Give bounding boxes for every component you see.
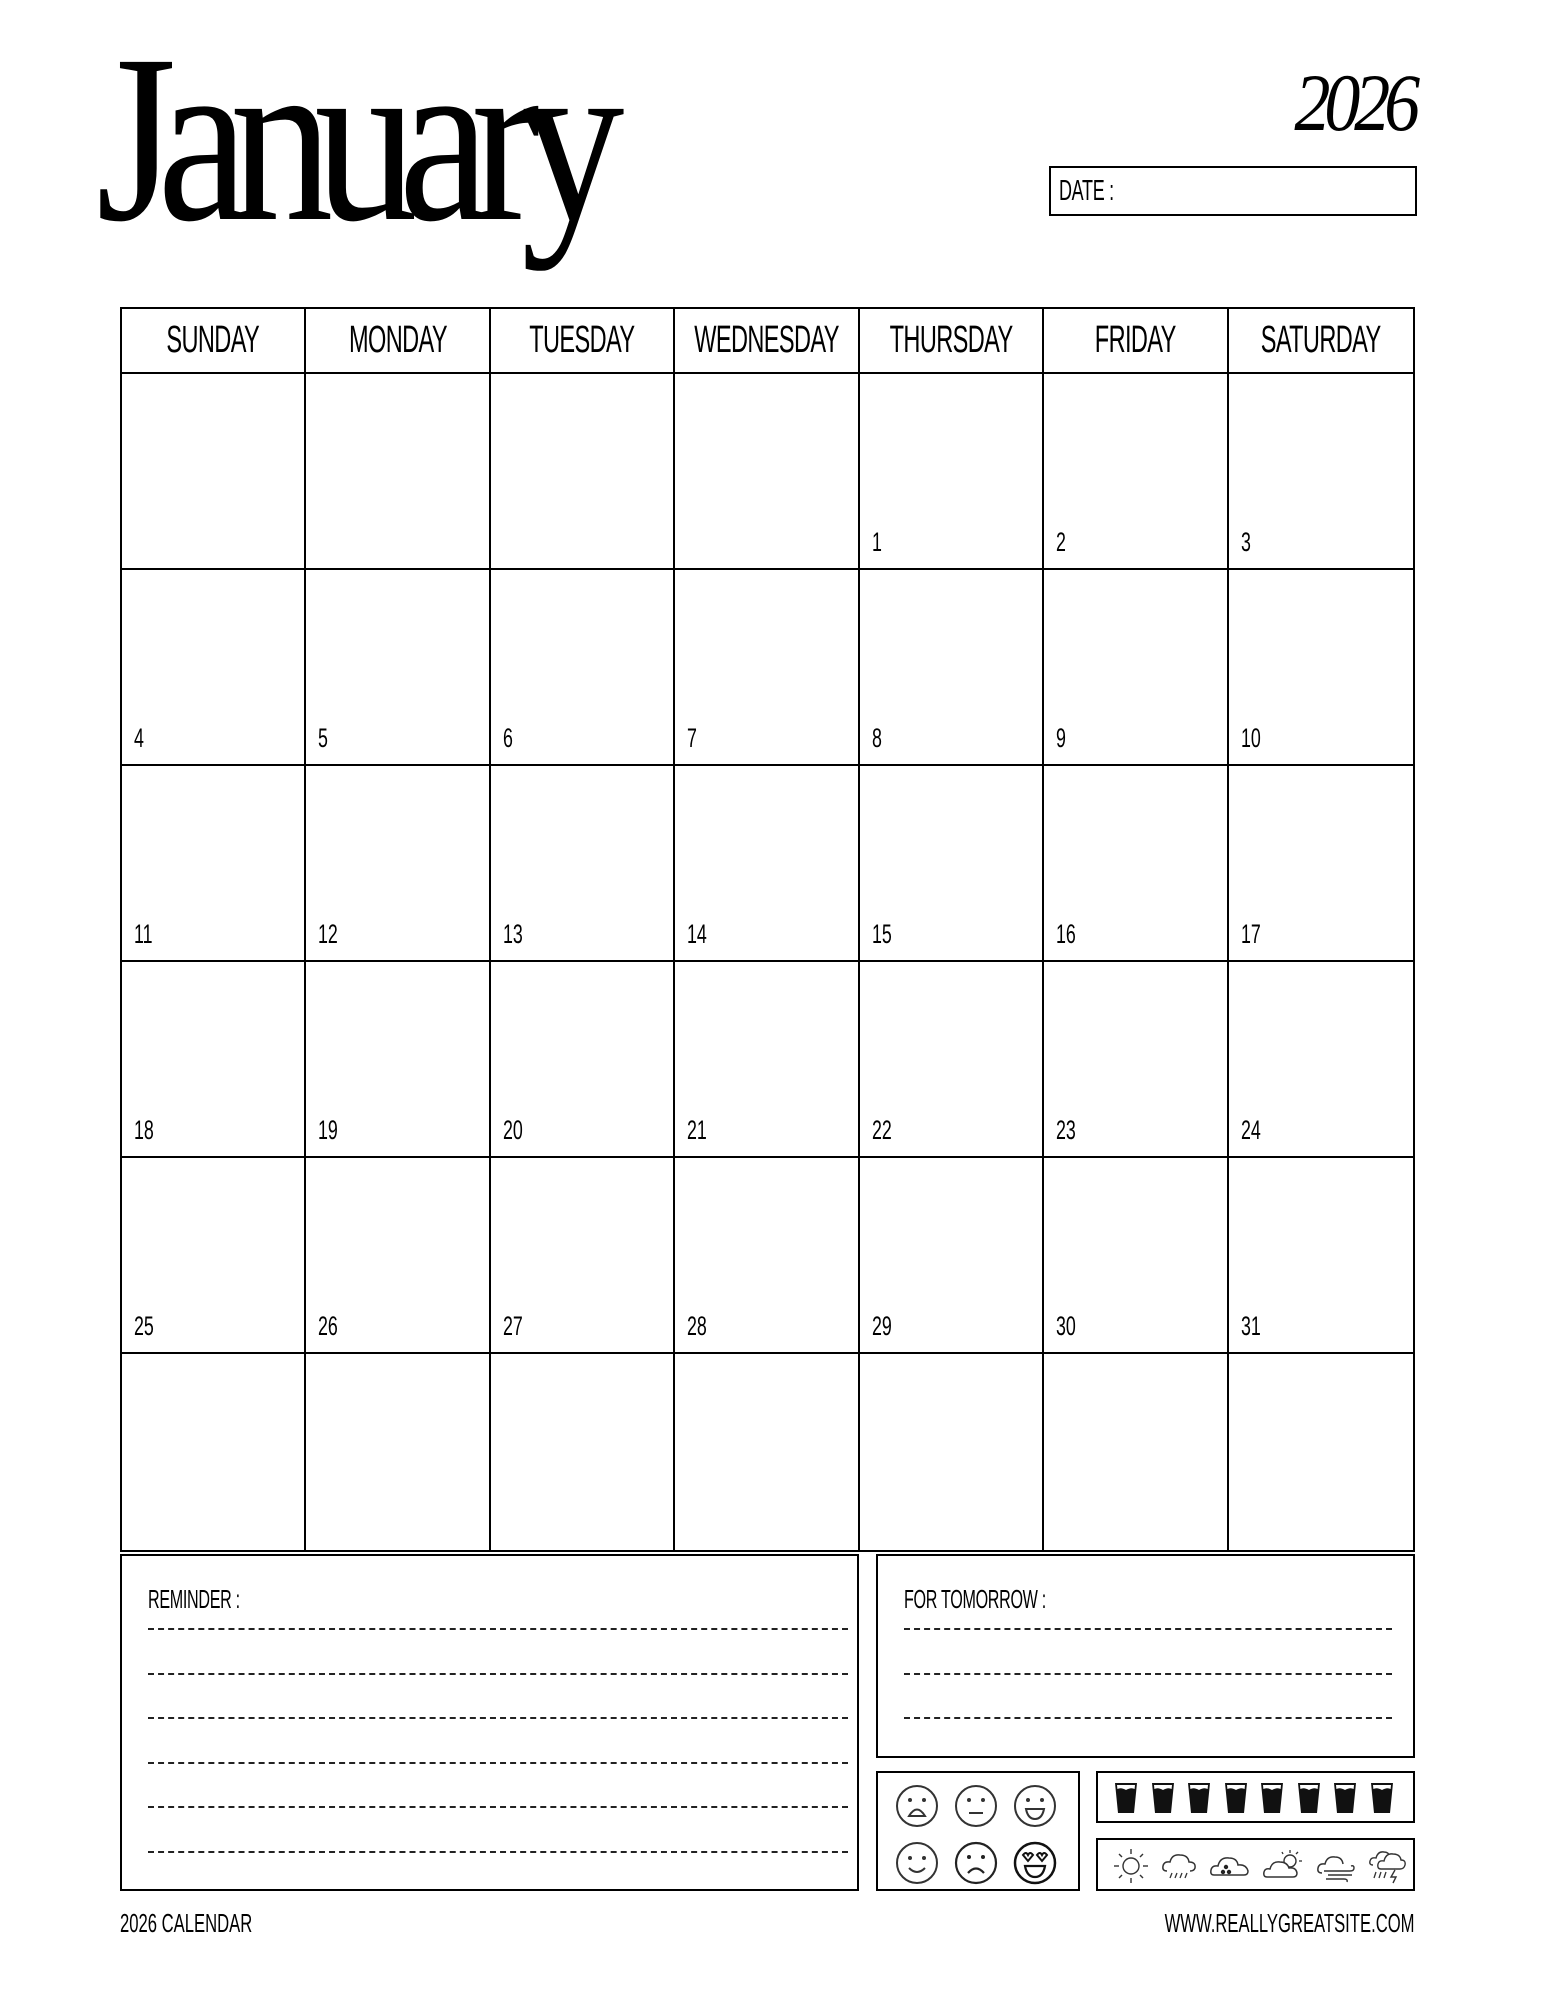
day-cell[interactable] xyxy=(491,374,675,570)
weekday-header-sunday: SUNDAY xyxy=(122,309,306,372)
day-cell[interactable] xyxy=(1044,570,1228,766)
for-tomorrow-label: FOR TOMORROW : xyxy=(904,1584,1046,1614)
weekday-header-monday: MONDAY xyxy=(306,309,490,372)
weekday-header-friday: FRIDAY xyxy=(1044,309,1228,372)
day-number: 23 xyxy=(1056,1115,1076,1145)
day-number: 17 xyxy=(1240,919,1261,949)
day-number: 22 xyxy=(871,1115,892,1145)
weekday-header-thursday: THURSDAY xyxy=(860,309,1044,372)
sunny-icon[interactable] xyxy=(1112,1847,1150,1890)
day-cell[interactable] xyxy=(675,374,859,570)
thunderstorm-icon[interactable] xyxy=(1367,1847,1407,1890)
day-number: 5 xyxy=(318,723,329,753)
day-cell[interactable] xyxy=(122,962,306,1158)
year-title: 2026 xyxy=(1294,57,1414,148)
day-cell[interactable] xyxy=(1229,766,1413,962)
day-number: 26 xyxy=(318,1311,339,1341)
day-cell[interactable] xyxy=(306,1158,490,1354)
water-glass-icon[interactable] xyxy=(1260,1781,1284,1820)
windy-icon[interactable] xyxy=(1314,1847,1358,1890)
reminder-writing-line[interactable] xyxy=(148,1628,848,1630)
day-cell[interactable] xyxy=(675,1354,859,1550)
day-number: 12 xyxy=(318,919,339,949)
day-number: 31 xyxy=(1240,1311,1261,1341)
day-cell[interactable] xyxy=(491,766,675,962)
date-label: DATE : xyxy=(1059,174,1114,207)
reminder-writing-line[interactable] xyxy=(148,1717,848,1719)
day-cell[interactable] xyxy=(122,570,306,766)
day-number: 10 xyxy=(1240,723,1261,753)
day-number: 13 xyxy=(502,919,523,949)
day-cell[interactable] xyxy=(306,766,490,962)
day-number: 20 xyxy=(502,1115,523,1145)
month-title: January xyxy=(96,5,606,271)
smiling-face-icon[interactable] xyxy=(894,1840,940,1891)
day-number: 6 xyxy=(502,723,513,753)
water-glass-icon[interactable] xyxy=(1224,1781,1248,1820)
day-cell[interactable] xyxy=(491,962,675,1158)
for-tomorrow-writing-line[interactable] xyxy=(904,1717,1392,1719)
water-glass-icon[interactable] xyxy=(1187,1781,1211,1820)
for-tomorrow-writing-line[interactable] xyxy=(904,1628,1392,1630)
mood-tracker xyxy=(876,1771,1080,1891)
reminder-writing-line[interactable] xyxy=(148,1806,848,1808)
day-cell[interactable] xyxy=(306,374,490,570)
day-cell[interactable] xyxy=(1229,374,1413,570)
day-number: 29 xyxy=(871,1311,892,1341)
day-number: 18 xyxy=(134,1115,154,1145)
hail-icon[interactable] xyxy=(1208,1847,1252,1890)
reminder-writing-line[interactable] xyxy=(148,1762,848,1764)
day-number: 27 xyxy=(502,1311,523,1341)
reminder-label: REMINDER : xyxy=(148,1584,240,1614)
for-tomorrow-panel[interactable] xyxy=(876,1554,1415,1758)
day-number: 1 xyxy=(871,527,882,557)
weekday-header-row xyxy=(122,309,1413,374)
day-number: 16 xyxy=(1056,919,1076,949)
day-cell[interactable] xyxy=(122,374,306,570)
for-tomorrow-writing-line[interactable] xyxy=(904,1673,1392,1675)
partly-cloudy-icon[interactable] xyxy=(1261,1847,1305,1890)
day-cell[interactable] xyxy=(1044,766,1228,962)
day-number: 14 xyxy=(687,919,708,949)
day-cell[interactable] xyxy=(1044,374,1228,570)
day-cell[interactable] xyxy=(860,1158,1044,1354)
day-number: 30 xyxy=(1056,1311,1076,1341)
sad-face-icon[interactable] xyxy=(953,1840,999,1891)
day-number: 9 xyxy=(1056,723,1067,753)
day-number: 2 xyxy=(1056,527,1067,557)
day-cell[interactable] xyxy=(306,1354,490,1550)
reminder-writing-line[interactable] xyxy=(148,1851,848,1853)
day-cell[interactable] xyxy=(491,570,675,766)
day-cell[interactable] xyxy=(122,1354,306,1550)
grinning-face-icon[interactable] xyxy=(1012,1783,1058,1834)
day-number: 19 xyxy=(318,1115,339,1145)
calendar-grid xyxy=(120,307,1415,1552)
weather-tracker xyxy=(1096,1838,1415,1891)
water-tracker xyxy=(1096,1771,1415,1823)
day-cell[interactable] xyxy=(1229,1158,1413,1354)
day-cell[interactable] xyxy=(1044,1158,1228,1354)
day-cell[interactable] xyxy=(675,766,859,962)
day-number: 4 xyxy=(134,723,144,753)
day-cell[interactable] xyxy=(491,1158,675,1354)
footer-website-link[interactable]: WWW.REALLYGREATSITE.COM xyxy=(1165,1908,1415,1938)
day-cell[interactable] xyxy=(860,962,1044,1158)
calendar-days xyxy=(122,374,1413,1550)
day-number: 24 xyxy=(1240,1115,1261,1145)
water-glass-icon[interactable] xyxy=(1297,1781,1321,1820)
weekday-header-saturday: SATURDAY xyxy=(1260,319,1381,361)
date-field[interactable] xyxy=(1049,166,1417,216)
reminder-writing-line[interactable] xyxy=(148,1673,848,1675)
water-glass-icon[interactable] xyxy=(1370,1781,1394,1820)
day-cell[interactable] xyxy=(675,1158,859,1354)
day-cell[interactable] xyxy=(860,570,1044,766)
day-number: 15 xyxy=(871,919,892,949)
water-glass-icon[interactable] xyxy=(1114,1781,1138,1820)
weekday-header-wednesday: WEDNESDAY xyxy=(675,309,859,372)
day-cell[interactable] xyxy=(675,570,859,766)
day-number: 21 xyxy=(687,1115,708,1145)
day-number: 7 xyxy=(687,723,698,753)
day-number: 8 xyxy=(871,723,882,753)
neutral-face-icon[interactable] xyxy=(953,1783,999,1834)
day-number: 28 xyxy=(687,1311,708,1341)
day-cell[interactable] xyxy=(860,1354,1044,1550)
day-cell[interactable] xyxy=(1229,962,1413,1158)
footer-calendar-label: 2026 CALENDAR xyxy=(120,1908,253,1938)
day-cell[interactable] xyxy=(122,1158,306,1354)
water-glass-icon[interactable] xyxy=(1151,1781,1175,1820)
day-cell[interactable] xyxy=(1044,962,1228,1158)
day-cell[interactable] xyxy=(675,962,859,1158)
day-cell[interactable] xyxy=(306,570,490,766)
shocked-face-icon[interactable] xyxy=(894,1783,940,1834)
day-number: 3 xyxy=(1240,527,1251,557)
day-cell[interactable] xyxy=(860,374,1044,570)
rain-icon[interactable] xyxy=(1159,1847,1199,1890)
day-cell[interactable] xyxy=(1229,570,1413,766)
day-cell[interactable] xyxy=(491,1354,675,1550)
weekday-header-tuesday: TUESDAY xyxy=(491,309,675,372)
day-cell[interactable] xyxy=(122,766,306,962)
day-cell[interactable] xyxy=(860,766,1044,962)
day-number: 25 xyxy=(134,1311,154,1341)
day-cell[interactable] xyxy=(306,962,490,1158)
heart-eyes-face-icon[interactable] xyxy=(1012,1840,1058,1891)
water-glass-icon[interactable] xyxy=(1333,1781,1357,1820)
day-cell[interactable] xyxy=(1044,1354,1228,1550)
reminder-panel[interactable] xyxy=(120,1554,859,1891)
day-number: 11 xyxy=(134,919,153,949)
day-cell[interactable] xyxy=(1229,1354,1413,1550)
